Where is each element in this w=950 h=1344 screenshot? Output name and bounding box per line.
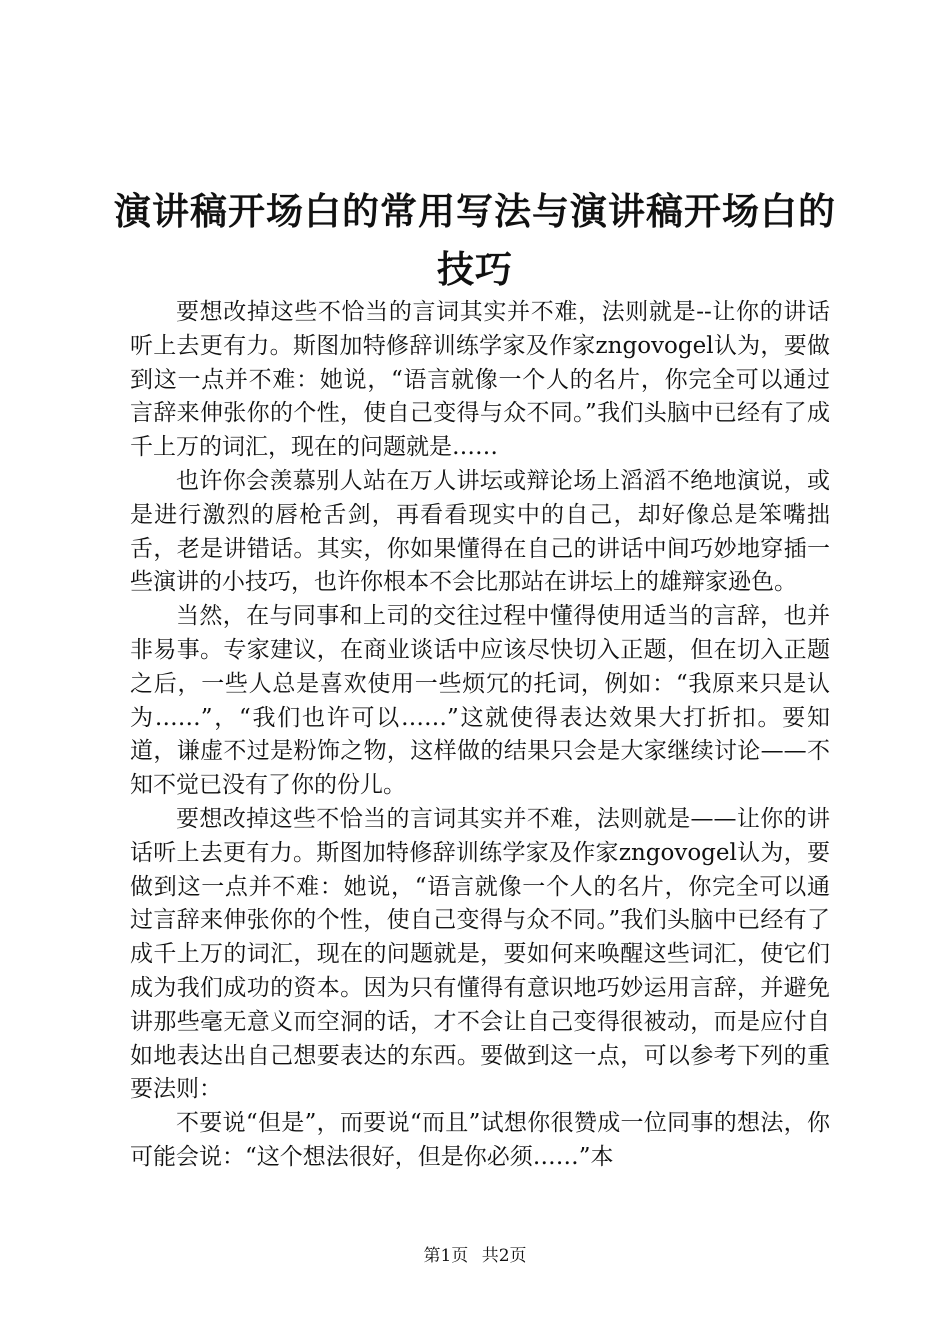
paragraph: 不要说“但是”，而要说“而且”试想你很赞成一位同事的想法，你可能会说：“这个想法很好，但是你必须……”本 (130, 1110, 830, 1170)
paragraph: 当然，在与同事和上司的交往过程中懂得使用适当的言辞，也并非易事。专家建议，在商业谈话中应该尽快切入正题，但在切入正题之后，一些人总是喜欢使用一些烦冗的托词，例如：“我原来只是认为……”，“我们也许可以……”这就使得表达效果大打折扣。要知道，谦虚不过是粉饰之物，这样做的结果只会是大家继续讨论——不知不觉已没有了你的份儿。 (130, 603, 830, 799)
page-total: 共2页 (481, 1246, 527, 1266)
document-title: 演讲稿开场白的常用写法与演讲稿开场白的技巧 (114, 189, 836, 291)
document-body (130, 296, 830, 1176)
page-number: 第1页 (423, 1246, 469, 1266)
page-footer (0, 1244, 950, 1268)
paragraph: 要想改掉这些不恰当的言词其实并不难，法则就是--让你的讲话听上去更有力。斯图加特修辞训练学家及作家zngovogel认为，要做到这一点并不难：她说，“语言就像一个人的名片，你完全可以通过言辞来伸张你的个性，使自己变得与众不同。”我们头脑中已经有了成千上万的词汇，现在的问题就是…… (130, 299, 830, 461)
paragraph: 要想改掉这些不恰当的言词其实并不难，法则就是——让你的讲话听上去更有力。斯图加特修辞训练学家及作家zngovogel认为，要做到这一点并不难：她说，“语言就像一个人的名片，你完全可以通过言辞来伸张你的个性，使自己变得与众不同。”我们头脑中已经有了成千上万的词汇，现在的问题就是，要如何来唤醒这些词汇，使它们成为我们成功的资本。因为只有懂得有意识地巧妙运用言辞，并避免讲那些毫无意义而空洞的话，才不会让自己变得很被动，而是应付自如地表达出自己想要表达的东西。要做到这一点，可以参考下列的重要法则： (130, 805, 830, 1103)
paragraph: 也许你会羡慕别人站在万人讲坛或辩论场上滔滔不绝地演说，或是进行激烈的唇枪舌剑，再看看现实中的自己，却好像总是笨嘴拙舌，老是讲错话。其实，你如果懂得在自己的讲话中间巧妙地穿插一些演讲的小技巧，也许你根本不会比那站在讲坛上的雄辩家逊色。 (130, 467, 830, 596)
